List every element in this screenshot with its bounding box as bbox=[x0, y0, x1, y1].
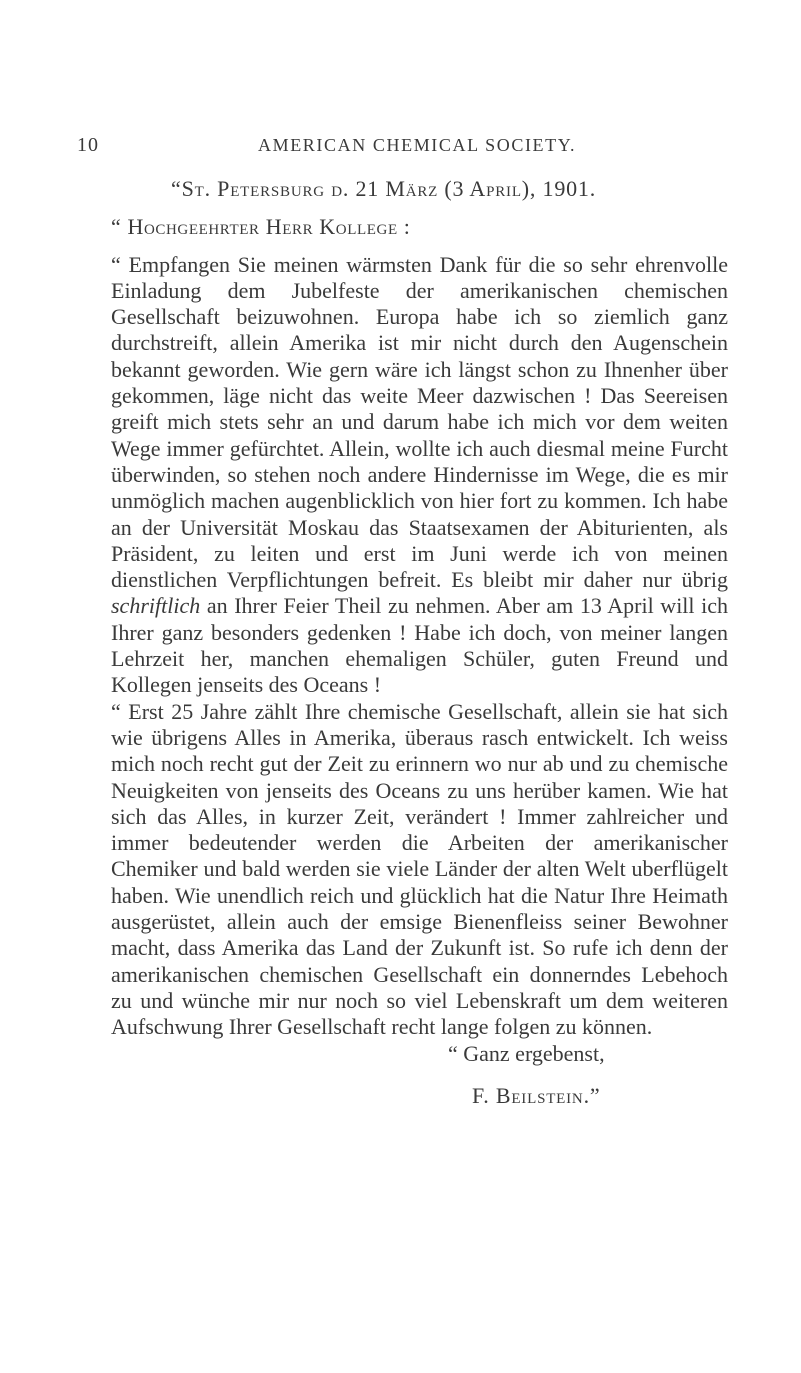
letter-signature: F. Beilstein.” bbox=[472, 1082, 601, 1108]
letter-dateline: “St. Petersburg d. 21 März (3 April), 1901. bbox=[171, 176, 597, 201]
running-head bbox=[77, 134, 727, 160]
letter-paragraph-2: “ Erst 25 Jahre zählt Ihre chemische Gesellschaft, allein sie hat sich wie übrigens Alles in Amerika, überaus rasch entwickelt. Ich weiss mich noch recht gut der Zeit zu erinnern wo nur ab und zu chemische Neuigkeiten von jenseits des Oceans zu uns herüber kamen. Wie hat sich das Alles, in kurzer Zeit, verändert ! Immer zahlreicher und immer bedeutender werden die Arbeiten der amerikanischer Chemiker und bald werden sie viele Länder der alten Welt uberflügelt haben. Wie unendlich reich und glücklich hat die Natur Ihre Heimath ausgerüstet, allein auch der emsige Bienenfleiss seiner Bewohner macht, dass Amerika das Land der Zukunft ist. So rufe ich denn der amerikanischen chemischen Gesellschaft ein donnerndes Lebehoch zu und wünche mir nur noch so viel Lebenskraft um dem weiteren Aufschwung Ihrer Gesellschaft recht lange folgen zu können. bbox=[111, 698, 728, 1040]
page-number: 10 bbox=[77, 134, 99, 156]
letter-salutation: “ Hochgeehrter Herr Kollege : bbox=[111, 214, 411, 240]
journal-title: AMERICAN CHEMICAL SOCIETY. bbox=[258, 135, 577, 155]
letter-body bbox=[111, 176, 728, 1109]
paragraph-1-emphasis: schriftlich bbox=[111, 593, 201, 619]
paragraph-1-text-b: an Ihrer Feier Theil zu nehmen. Aber am 13 April will ich Ihrer ganz besonders gedenken ! Habe ich doch, von meiner langen Lehrzeit her, manchen ehemaligen Schüler, guten Freund und Kollegen jenseits des Oceans ! bbox=[111, 593, 729, 698]
paragraph-1-text-a: “ Empfangen Sie meinen wärmsten Dank für die so sehr ehrenvolle Einladung dem Jubelfeste der amerikanischen chemischen Gesellschaft beizuwohnen. Europa habe ich so ziemlich ganz durchstreift, allein Amerika ist mir nicht durch den Augenschein bekannt geworden. Wie gern wäre ich längst schon zu Ihnenher über gekommen, läge nicht das weite Meer dazwischen ! Das Seereisen greift mich stets sehr an und darum habe ich mich vor dem weiten Wege immer gefürchtet. Allein, wollte ich auch diesmal meine Furcht überwinden, so stehen noch andere Hindernisse im Wege, die es mir unmöglich machen augenblicklich von hier fort zu kommen. Ich habe an der Universität Moskau das Staatsexamen der Abiturienten, als Präsident, zu leiten und erst im Juni werde ich von meinen dienstlichen Verpflichtungen befreit. Es bleibt mir daher nur übrig bbox=[111, 251, 728, 593]
letter-closing: “ Ganz ergebenst, bbox=[448, 1040, 605, 1066]
letter-paragraph-1 bbox=[111, 252, 728, 699]
